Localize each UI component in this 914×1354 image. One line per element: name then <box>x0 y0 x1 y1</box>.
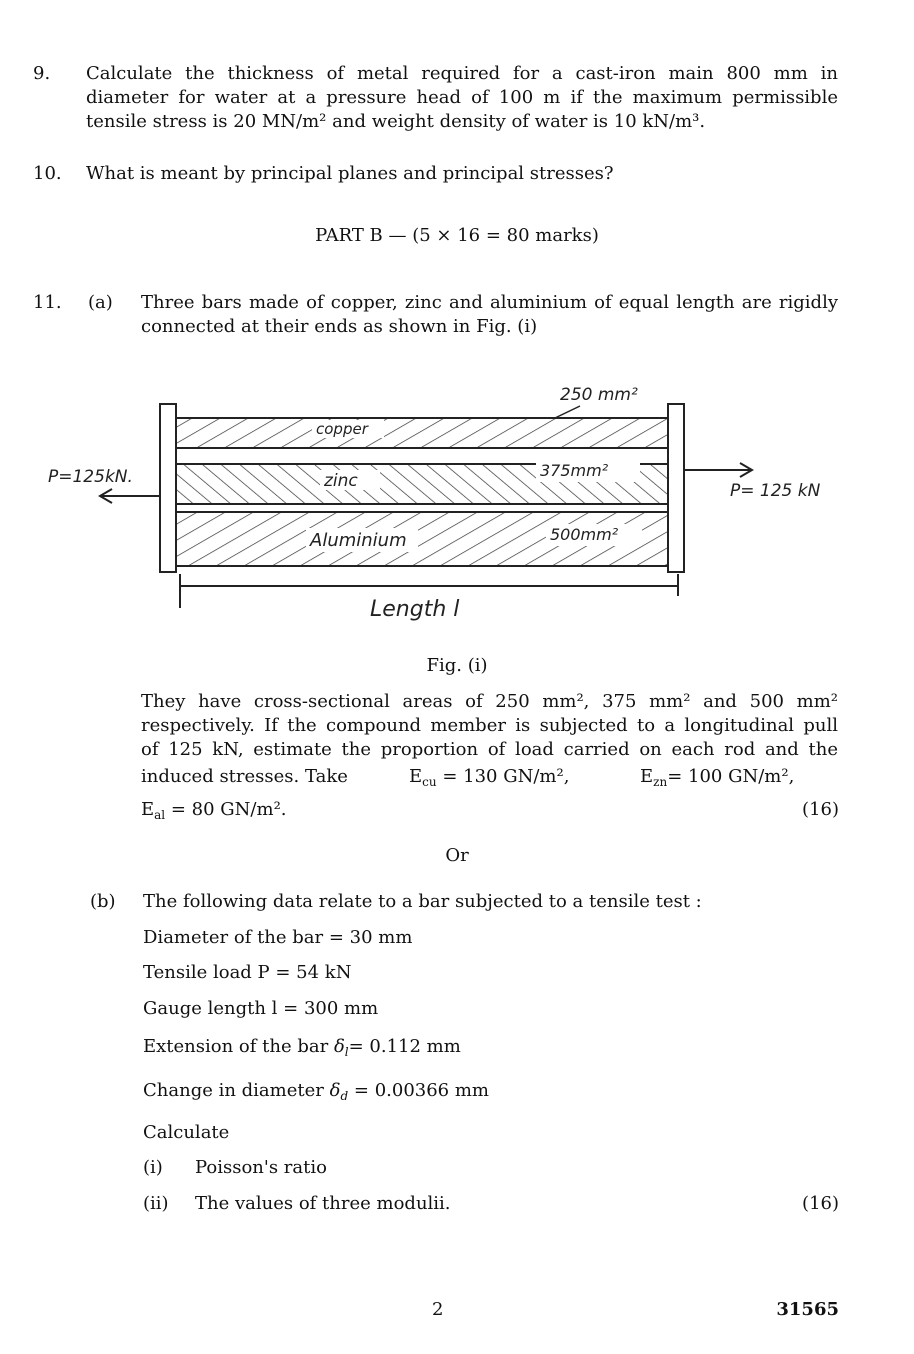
part-b-intro: The following data relate to a bar subjected to a tensile test : <box>143 891 702 912</box>
paper-code: 31565 <box>776 1299 839 1320</box>
calculate-label: Calculate <box>143 1122 230 1143</box>
left-load-label: P=125kN. <box>48 467 133 487</box>
part-a-body-line-1: They have cross-sectional areas of 250 mm², 375 mm² and 500 mm² <box>141 691 838 712</box>
left-end-plate <box>160 404 176 572</box>
data-extension: Extension of the bar $\delta_l= 0.112$ mm <box>143 1036 461 1059</box>
right-load-label: P= 125 kN <box>730 481 821 501</box>
data-gauge-length: Gauge length l = 300 mm <box>143 998 379 1019</box>
part-a-body-line-2: respectively. If the compound member is subjected to a longitudinal pull <box>141 715 838 736</box>
copper-bar <box>176 418 668 448</box>
question-10-text: What is meant by principal planes and principal stresses? <box>86 163 614 184</box>
area-zinc-label: 375mm² <box>540 461 609 480</box>
data-tensile-load: Tensile load P = 54 kN <box>143 962 352 983</box>
item-ii-text: The values of three modulii. <box>195 1193 451 1214</box>
part-b-label: (b) <box>90 891 116 912</box>
question-10-number: 10. <box>33 163 62 184</box>
item-i-text: Poisson's ratio <box>195 1157 327 1178</box>
part-b-marks: (16) <box>802 1193 839 1214</box>
item-ii-number: (ii) <box>143 1193 169 1214</box>
data-diameter-change: Change in diameter $\delta_d = 0.00366$ mm <box>143 1080 489 1103</box>
modulus-copper: $E_{cu} = 130$ GN/m², <box>409 766 570 789</box>
question-9-number: 9. <box>33 63 51 84</box>
area-copper-label: 250 mm² <box>560 385 638 405</box>
question-11-number: 11. <box>33 292 62 313</box>
part-a-intro: Three bars made of copper, zinc and aluminium of equal length are rigidly connected at their ends as shown in Fig. (i) <box>141 292 838 337</box>
part-b-heading: PART B — (5 × 16 = 80 marks) <box>315 225 599 246</box>
modulus-zinc: $E_{zn}= 100$ GN/m², <box>640 766 795 789</box>
label-copper: copper <box>316 420 368 438</box>
modulus-aluminium: $E_{al} = 80$ GN/m². <box>141 799 287 822</box>
length-label: Length l <box>370 597 460 622</box>
page-number: 2 <box>432 1299 444 1320</box>
figure-compound-bar <box>40 360 860 630</box>
label-aluminium: Aluminium <box>310 530 407 551</box>
part-a-body-line-4: induced stresses. Take <box>141 766 348 787</box>
label-zinc: zinc <box>324 471 358 491</box>
part-a-label: (a) <box>88 292 113 313</box>
part-a-marks: (16) <box>802 799 839 820</box>
part-a-body-line-3: of 125 kN, estimate the proportion of load carried on each rod and the <box>141 739 838 760</box>
data-diameter: Diameter of the bar = 30 mm <box>143 927 413 948</box>
or-separator: Or <box>445 845 469 866</box>
figure-caption: Fig. (i) <box>426 655 488 676</box>
item-i-number: (i) <box>143 1157 163 1178</box>
area-copper-pointer <box>555 406 580 418</box>
area-aluminium-label: 500mm² <box>550 525 619 544</box>
question-9-text: Calculate the thickness of metal required for a cast-iron main 800 mm in diameter for water at a pressure head of 100 m if the maximum permissible tensile stress is 20 MN/m² and weight density of water is 10 kN/m³. <box>86 63 838 132</box>
right-end-plate <box>668 404 684 572</box>
